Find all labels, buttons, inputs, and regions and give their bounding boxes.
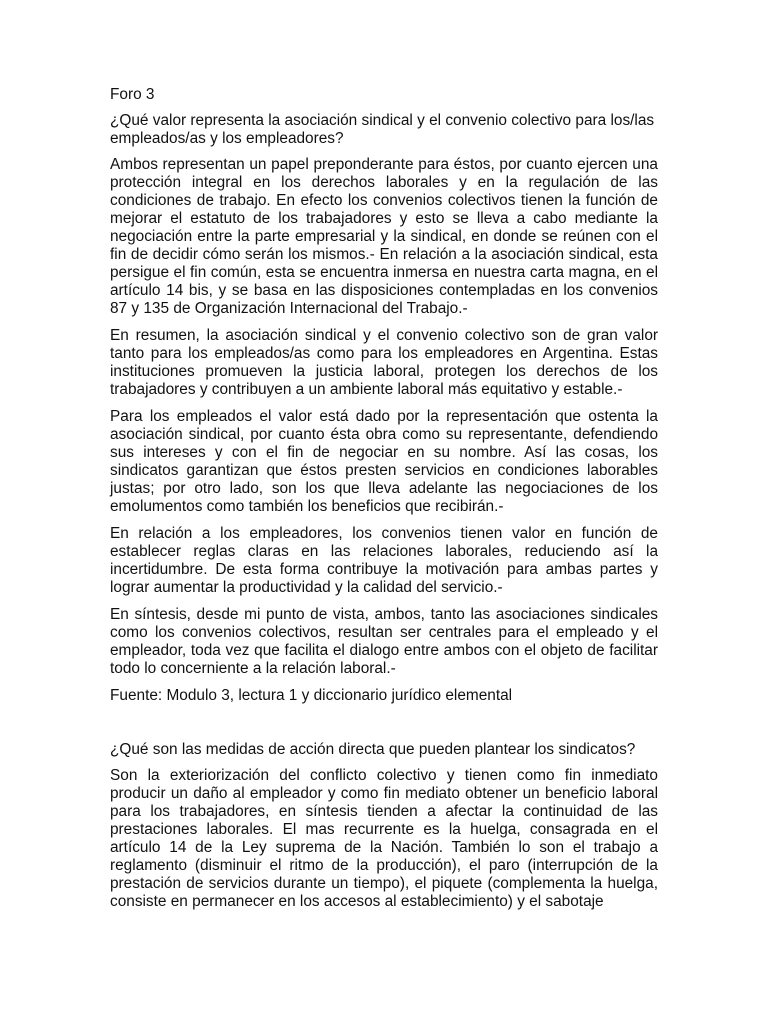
document-heading: Foro 3 <box>110 86 155 103</box>
paragraph-1: Ambos representan un papel preponderante para éstos, por cuanto ejercen una protección integral en los derechos laborales y en la regulación de las condiciones de trabajo. En efecto los convenios colectivos tienen la función de mejorar el estatuto de los trabajadores y esto se lleva a cabo mediante la negociación entre la parte empresarial y la sindical, en donde se reúnen con el fin de decidir cómo serán los mismos.- En relación a la asociación sindical, esta persigue el fin común, esta se encuentra inmersa en nuestra carta magna, en el artículo 14 bis, y se basa en las disposiciones contempladas en los convenios 87 y 135 de Organización Internacional del Trabajo.- <box>110 156 658 317</box>
paragraph-5: En síntesis, desde mi punto de vista, ambos, tanto las asociaciones sindicales como los convenios colectivos, resultan ser centrales para el empleado y el empleador, toda vez que facilita el dialogo entre ambos con el objeto de facilitar todo lo concerniente a la relación laboral.- <box>110 606 658 677</box>
paragraph-3: Para los empleados el valor está dado por la representación que ostenta la asociación sindical, por cuanto ésta obra como su representante, defendiendo sus intereses y con el fin de negociar en su nombre. Así las cosas, los sindicatos garantizan que éstos presten servicios en condiciones laborables justas; por otro lado, son los que lleva adelante las negociaciones de los emolumentos como también los beneficios que recibirán.- <box>110 408 658 515</box>
answer-2: Son la exteriorización del conflicto colectivo y tienen como fin inmediato producir un daño al empleador y como fin mediato obtener un beneficio laboral para los trabajadores, en síntesis tienden a afectar la continuidad de las prestaciones laborales. El mas recurrente es la huelga, consagrada en el artículo 14 de la Ley suprema de la Nación. También lo son el trabajo a reglamento (disminuir el ritmo de la producción), el paro (interrupción de la prestación de servicios durante un tiempo), el piquete (complementa la huelga, consiste en permanecer en los accesos al establecimiento) y el sabotaje <box>110 767 658 910</box>
source-line: Fuente: Modulo 3, lectura 1 y diccionario jurídico elemental <box>110 687 513 704</box>
question-1: ¿Qué valor representa la asociación sindical y el convenio colectivo para los/las empleados/as y los empleadores? <box>110 112 655 147</box>
paragraph-4: En relación a los empleadores, los convenios tienen valor en función de establecer reglas claras en las relaciones laborales, reduciendo así la incertidumbre. De esta forma contribuye la motivación para ambas partes y lograr aumentar la productividad y la calidad del servicio.- <box>110 525 658 596</box>
section-spacer <box>110 713 658 741</box>
question-2: ¿Qué son las medidas de acción directa que pueden plantear los sindicatos? <box>110 741 636 758</box>
paragraph-2: En resumen, la asociación sindical y el convenio colectivo son de gran valor tanto para los empleados/as como para los empleadores en Argentina. Estas instituciones promueven la justicia laboral, protegen los derechos de los trabajadores y contribuyen a un ambiente laboral más equitativo y estable.- <box>110 327 658 398</box>
